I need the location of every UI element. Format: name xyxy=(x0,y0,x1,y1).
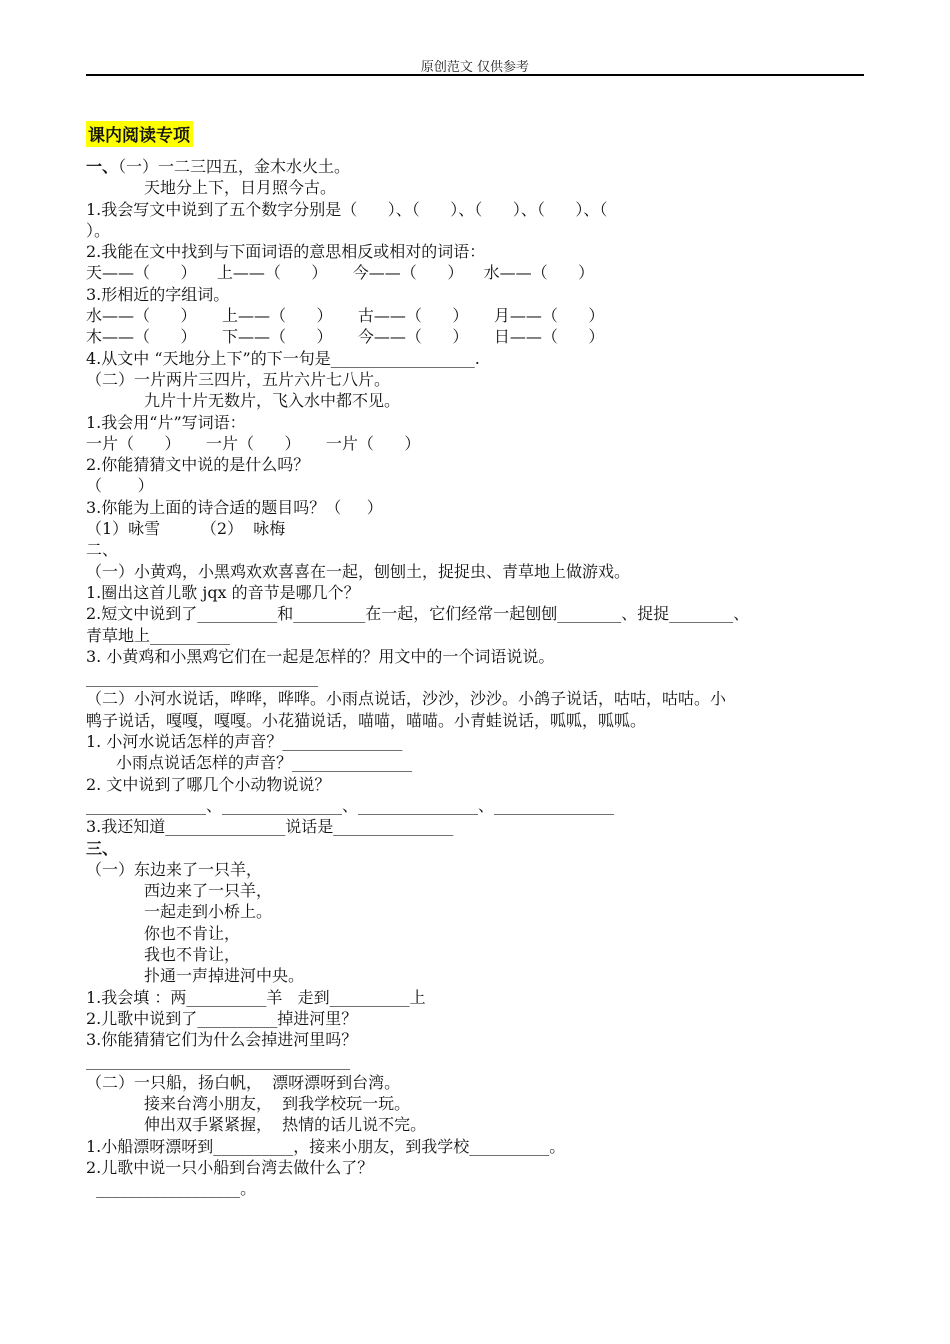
text-line: 扑通一声掉进河中央。 xyxy=(144,966,305,986)
text-line: 一片（ ） 一片（ ） 一片（ ） xyxy=(86,433,421,453)
text-line: 西边来了一只羊， xyxy=(144,881,273,901)
text-line: _________________________________ xyxy=(86,1051,350,1071)
text-line: 你也不肯让， xyxy=(144,923,241,943)
text-line: ）。 xyxy=(86,220,111,240)
text-line: 3. 小黄鸡和小黑鸡它们在一起是怎样的？用文中的一个词语说说。 xyxy=(86,646,555,666)
text-line: 一、（一）一二三四五，金木水火土。 xyxy=(86,157,351,176)
text-line: 木——（ ） 下——（ ） 今——（ ） 日——（ ） xyxy=(86,327,605,347)
text-line: 3.我还知道_______________说话是_______________ xyxy=(86,817,454,837)
text-line: 4.从文中 “天地分上下”的下一句是__________________. xyxy=(86,348,480,368)
text-line: 2.你能猜猜文中说的是什么吗？ xyxy=(86,455,310,475)
text-line: （二）一只船，扬白帆， 漂呀漂呀到台湾。 xyxy=(86,1072,401,1092)
text-line: （一）小黄鸡，小黑鸡欢欢喜喜在一起，刨刨土，捉捉虫、青草地上做游戏。 xyxy=(86,561,631,581)
text-line: （一）东边来了一只羊， xyxy=(86,859,263,879)
header-divider xyxy=(86,74,864,76)
text-line: __________________。 xyxy=(86,1179,257,1199)
text-line: 三、 xyxy=(86,838,119,858)
text-line: 我也不肯让， xyxy=(144,944,241,964)
text-line: 2.儿歌中说到了__________掉进河里？ xyxy=(86,1008,358,1028)
text-line: _______________、_______________、_______________、_______________ xyxy=(86,795,615,815)
text-line: _____________________________ xyxy=(86,668,318,688)
worksheet-body xyxy=(86,156,866,1200)
page-header: 原创范文 仅供参考 xyxy=(420,60,530,75)
text-line: 天地分上下，日月照今古。 xyxy=(144,178,337,198)
text-line: （ ） xyxy=(86,476,154,496)
text-line: 接来台湾小朋友， 到我学校玩一玩。 xyxy=(144,1094,411,1114)
text-line: 2.儿歌中说一只小船到台湾去做什么了？ xyxy=(86,1157,374,1177)
text-line: 青草地上__________ xyxy=(86,625,231,645)
text-line: 二、 xyxy=(86,540,119,560)
text-line: （二）一片两片三四片，五片六片七八片。 xyxy=(86,369,391,389)
text-line: 2. 文中说到了哪几个小动物说说？ xyxy=(86,774,331,794)
text-line: 1. 小河水说话怎样的声音？_______________ xyxy=(86,732,403,752)
text-line: 3.你能为上面的诗合适的题目吗？（ ） xyxy=(86,497,383,517)
text-line: 天——（ ） 上——（ ） 今——（ ） 水——（ ） xyxy=(86,263,595,283)
text-line: （1）咏雪 （2） 咏梅 xyxy=(86,519,286,539)
text-line: 水——（ ） 上——（ ） 古——（ ） 月——（ ） xyxy=(86,306,605,326)
text-line: 3.你能猜猜它们为什么会掉进河里吗？ xyxy=(86,1030,358,1050)
text-line: 一起走到小桥上。 xyxy=(144,902,273,922)
text-line: （二）小河水说话，哗哗，哗哗。小雨点说话，沙沙，沙沙。小鸽子说话，咕咕，咕咕。小 xyxy=(86,689,727,709)
text-line: 3.形相近的字组词。 xyxy=(86,284,230,304)
text-line: 小雨点说话怎样的声音？_______________ xyxy=(116,753,413,773)
text-line: 1.圈出这首儿歌 jqx 的音节是哪几个？ xyxy=(86,582,360,602)
text-line: 2.我能在文中找到与下面词语的意思相反或相对的词语： xyxy=(86,242,486,262)
text-line: 1.我会填 ：两__________羊 走到__________上 xyxy=(86,987,426,1007)
text-line: 鸭子说话，嘎嘎，嘎嘎。小花猫说话，喵喵，喵喵。小青蛙说话，呱呱，呱呱。 xyxy=(86,710,647,730)
text-line: 1.小船漂呀漂呀到__________，接来小朋友，到我学校__________。 xyxy=(86,1136,566,1156)
worksheet-title: 课内阅读专项 xyxy=(86,121,193,147)
text-line: 1.我会用“片”写词语： xyxy=(86,412,246,432)
text-line: 伸出双手紧紧握， 热情的话儿说不完。 xyxy=(144,1115,427,1135)
text-line: 九片十片无数片，飞入水中都不见。 xyxy=(144,391,401,411)
text-line: 2.短文中说到了__________和_________在一起，它们经常一起刨刨________、捉捉________、 xyxy=(86,604,750,624)
text-line: 1.我会写文中说到了五个数字分别是（ ）、（ ）、（ ）、（ ）、（ xyxy=(86,199,608,219)
